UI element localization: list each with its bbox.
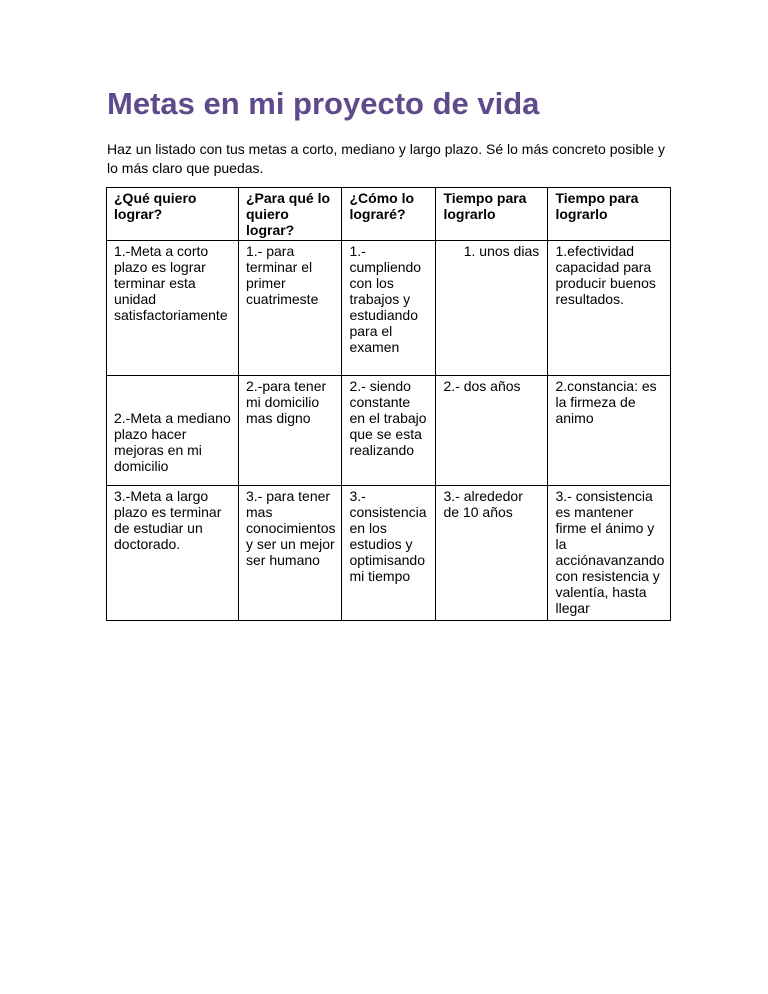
table-cell: 1.efectividad capacidad para producir buenos resultados. bbox=[548, 241, 671, 376]
table-cell: 3.- consistencia en los estudios y optimisando mi tiempo bbox=[342, 486, 436, 621]
table-cell: 1.-Meta a corto plazo es lograr terminar esta unidad satisfactoriamente bbox=[107, 241, 239, 376]
table-header-row bbox=[107, 188, 671, 241]
table-cell: 2.constancia: es la firmeza de animo bbox=[548, 376, 671, 486]
header-what: ¿Qué quiero lograr? bbox=[107, 188, 239, 241]
goals-table bbox=[106, 187, 671, 621]
table-cell: 3.- alrededor de 10 años bbox=[436, 486, 548, 621]
numbered-item: 1. unos dias bbox=[463, 243, 540, 259]
header-time-2: Tiempo para lograrlo bbox=[548, 188, 671, 241]
intro-paragraph: Haz un listado con tus metas a corto, mediano y largo plazo. Sé lo más concreto posible y lo más claro que puedas. bbox=[107, 141, 665, 176]
table-row bbox=[107, 486, 671, 621]
table-cell bbox=[436, 241, 548, 376]
page-title: Metas en mi proyecto de vida bbox=[107, 86, 540, 121]
table-cell: 1.- cumpliendo con los trabajos y estudiando para el examen bbox=[342, 241, 436, 376]
header-how: ¿Cómo lo lograré? bbox=[342, 188, 436, 241]
table-row bbox=[107, 376, 671, 486]
table-cell: 1.- para terminar el primer cuatrimeste bbox=[239, 241, 342, 376]
table-cell: 3.- para tener mas conocimientos y ser un mejor ser humano bbox=[239, 486, 342, 621]
table-cell: 3.- consistencia es mantener firme el ánimo y la acciónavanzando con resistencia y valentía, hasta llegar bbox=[548, 486, 671, 621]
table-cell: 2.- siendo constante en el trabajo que se esta realizando bbox=[342, 376, 436, 486]
table-cell: 3.-Meta a largo plazo es terminar de estudiar un doctorado. bbox=[107, 486, 239, 621]
table-cell: 2.-para tener mi domicilio mas digno bbox=[239, 376, 342, 486]
table-row bbox=[107, 241, 671, 376]
header-why: ¿Para qué lo quiero lograr? bbox=[239, 188, 342, 241]
table-cell: 2.- dos años bbox=[436, 376, 548, 486]
header-time: Tiempo para lograrlo bbox=[436, 188, 548, 241]
table-cell: 2.-Meta a mediano plazo hacer mejoras en mi domicilio bbox=[107, 376, 239, 486]
